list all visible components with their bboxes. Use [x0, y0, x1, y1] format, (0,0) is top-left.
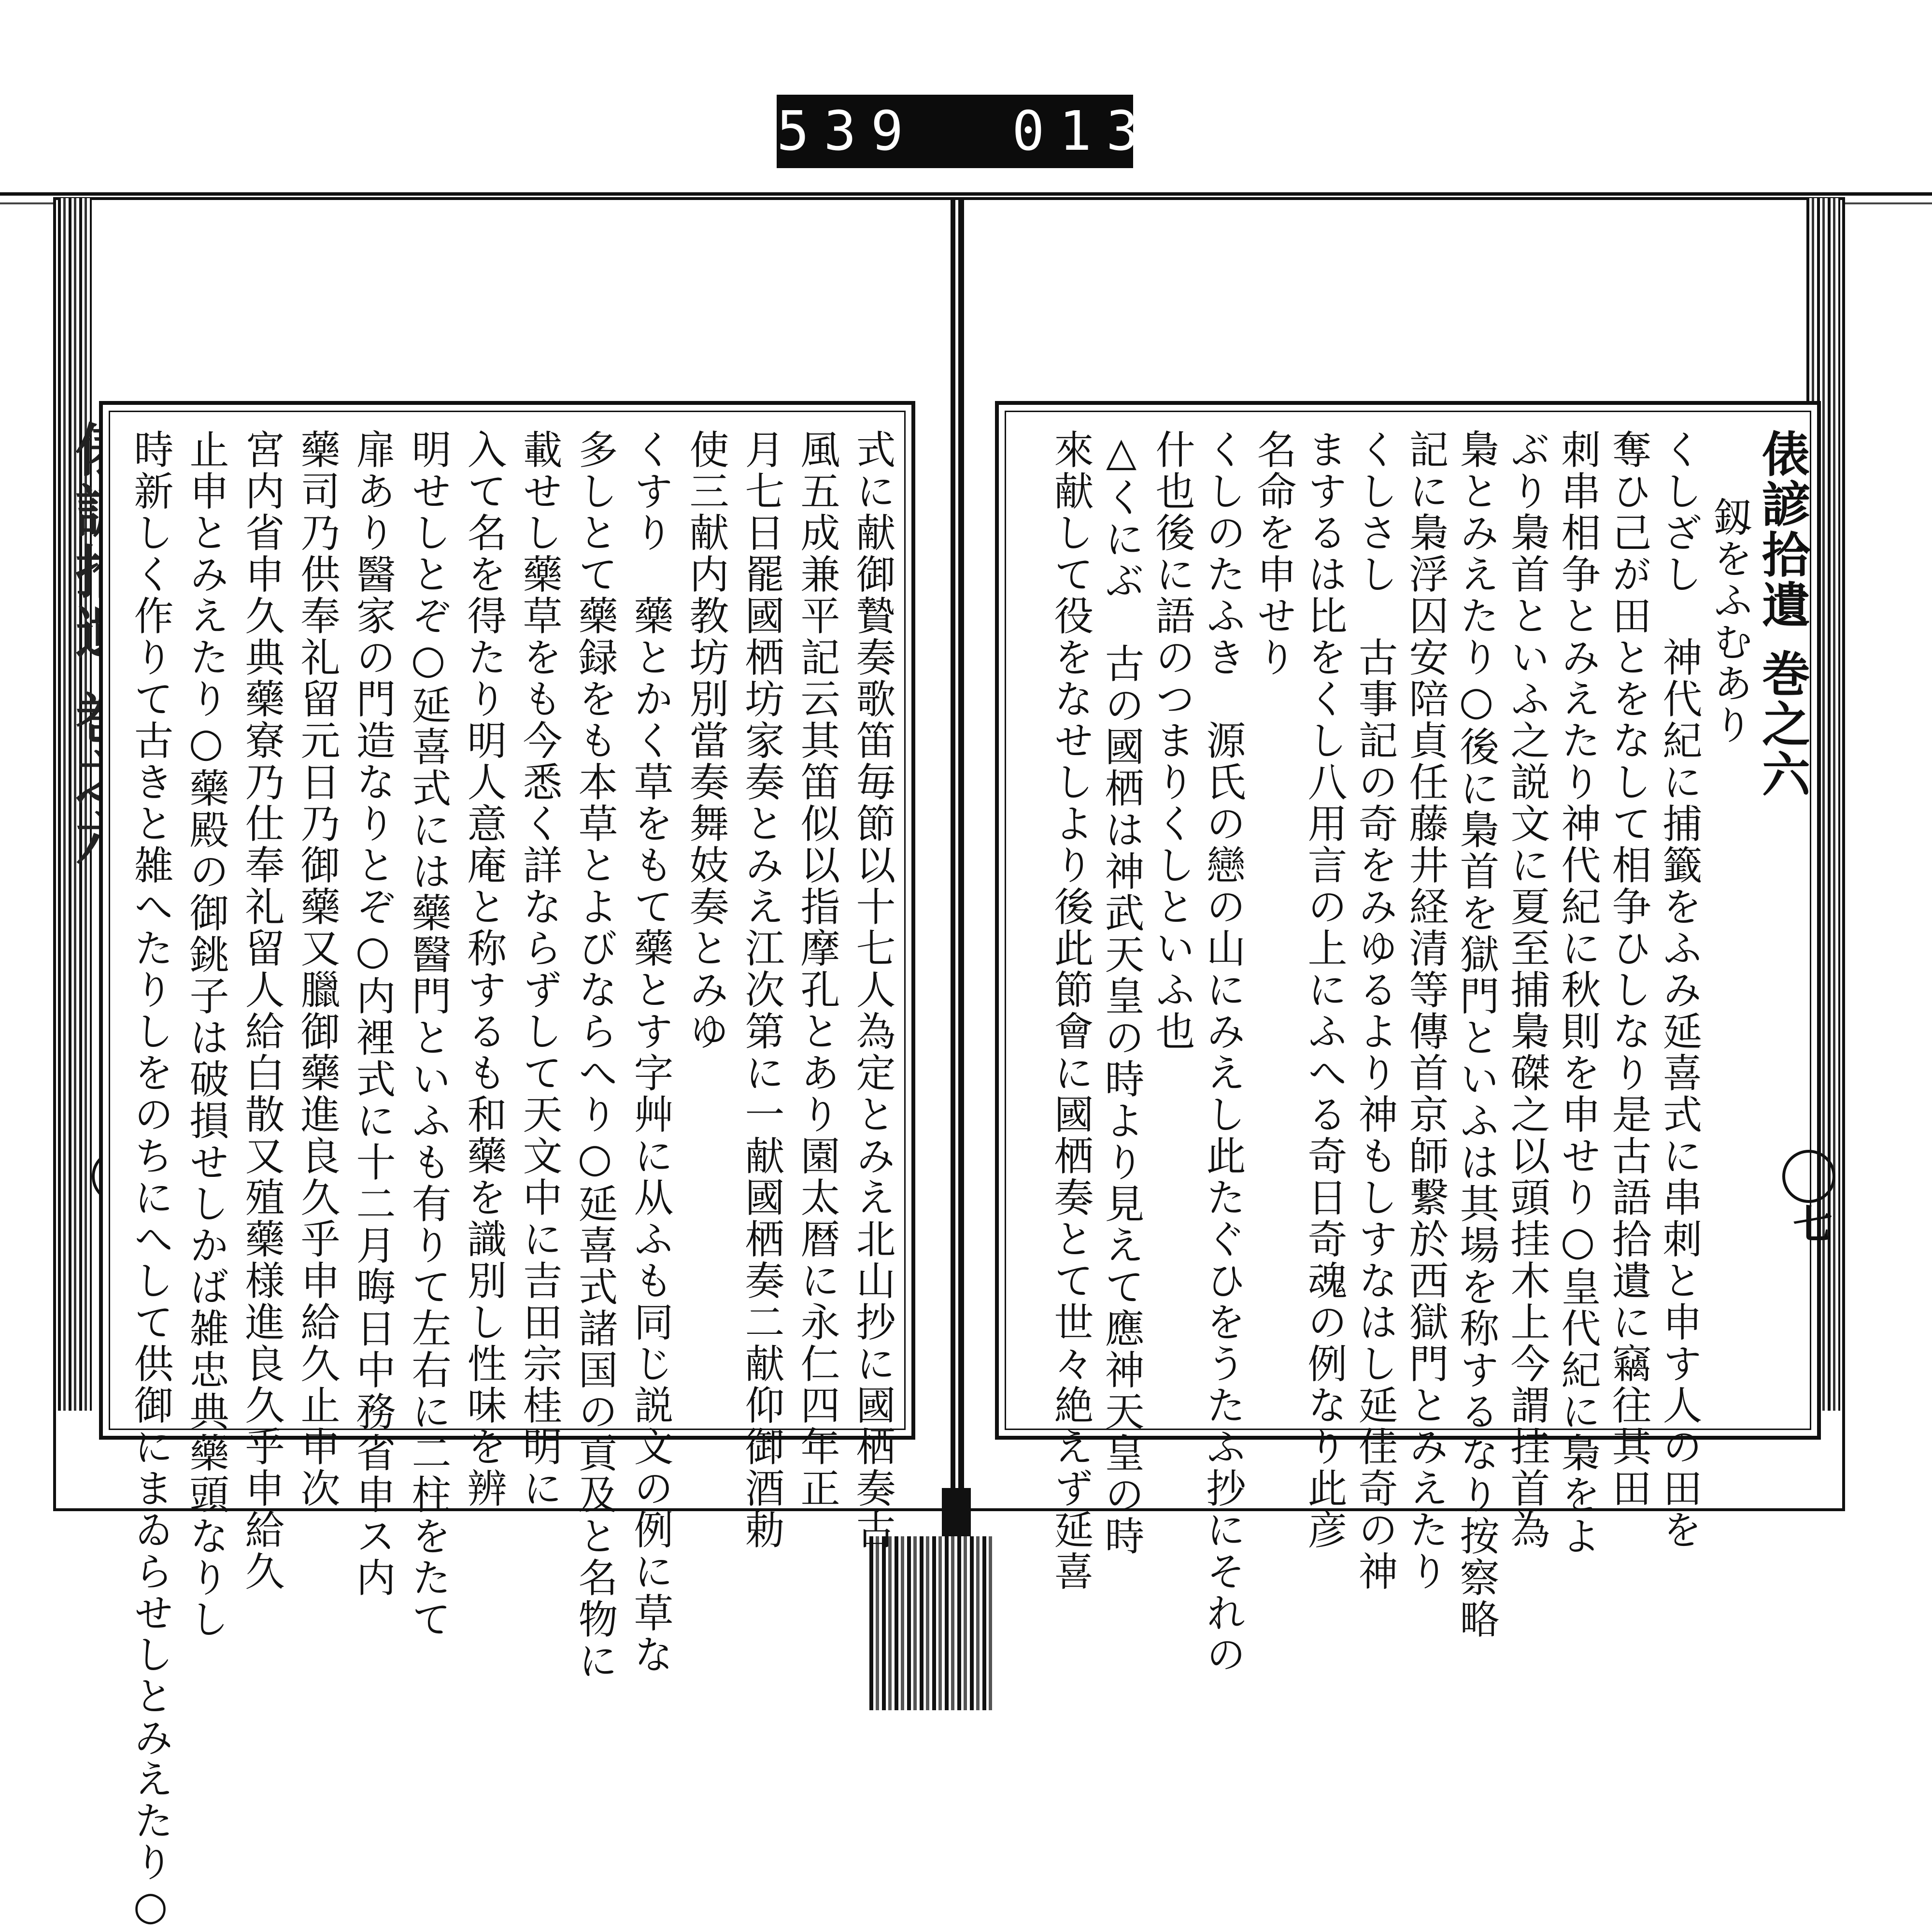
left-text-column: 明せしとぞ○延喜式には藥醫門といふも有りて左右に二柱をたて [405, 429, 451, 1640]
left-text-column: 式に献御贄奏歌笛毎節以十七人為定とみえ北山抄に國栖奏古 [850, 429, 895, 1551]
right-text-column: くしざし 神代紀に捕籤をふみ延喜式に串刺と申す人の田を [1656, 429, 1702, 1551]
microfilm-frame-number: 539 013. [777, 95, 1133, 168]
left-page-text-panel [99, 401, 915, 1931]
left-text-column: 使三献内教坊別當奏舞妓奏とみゆ [683, 429, 729, 1052]
left-text-column: 宮内省申久典藥寮乃仕奉礼留人給白散又殖藥様進良久乎申給久 [239, 429, 284, 1592]
left-text-column: 載せし藥草をも今悉く詳ならずして天文中に吉田宗桂明に [516, 429, 562, 1509]
right-text-column: まするは比をくし八用言の上にふへる奇日奇魂の例なり此彦 [1301, 429, 1347, 1551]
right-text-column: △くにぶ 古の國栖は神武天皇の時より見えて應神天皇の時 [1098, 429, 1144, 1557]
left-text-column: 風五成兼平記云其笛似以指摩孔とあり園太暦に永仁四年正 [794, 429, 840, 1509]
right-text-column: 來献して役をなせしより後此節會に國栖奏とて世々絶えず延喜 [1048, 429, 1094, 1592]
left-text-column: 時新しく作りて古きと雑へたりしをのちにへして供御にまゐらせしとみえたり○ [128, 429, 173, 1931]
right-text-column: 記に梟浮囚安陪貞任藤井経清等傳首京師繋於西獄門とみえたり [1403, 429, 1449, 1592]
left-text-column: 月七日罷國栖坊家奏とみえ江次第に一献國栖奏二献仰御酒勅 [739, 429, 784, 1551]
clip-base [869, 1536, 995, 1710]
left-text-column: 藥司乃供奉礼留元日乃御藥又臘御藥進良久乎申給久止申次 [294, 429, 340, 1509]
left-text-column: 扉あり醫家の門造なりとぞ○内裡式に十二月晦日中務省申ス内 [350, 429, 396, 1599]
right-text-column: くしさし 古事記の奇をみゆるより神もしすなはし延佳奇の神 [1352, 429, 1398, 1592]
right-text-column: 奪ひ己が田とをなして相争ひしなり是古語拾遺に竊往其田 [1605, 429, 1651, 1509]
left-text-column: くすり 藥とかく草をもて藥とす字艸に从ふも同じ説文の例に草な [627, 429, 673, 1675]
right-text-column: 刺串相争とみえたり神代紀に秋則を申せり○皇代紀に梟をよ [1555, 429, 1601, 1557]
right-page-folio: 七 [1793, 1202, 1833, 1248]
right-text-column: 什也後に語のつまりくしといふ也 [1149, 429, 1195, 1052]
left-text-column: 止申とみえたり○藥殿の御銚子は破損せしかば雑忠典藥頭なりし [183, 429, 229, 1640]
right-text-column: くしのたふき 源氏の戀の山にみえし此たぐひをうたふ抄にそれの [1200, 429, 1246, 1675]
right-text-column: 俵諺拾遺 巻之六 [1754, 429, 1811, 800]
left-text-column: 多しとて藥録をも本草とよびならへり○延喜式諸国の貢及と名物に [572, 429, 618, 1682]
right-text-column: ぶり梟首といふ之説文に夏至捕梟磔之以頭挂木上今謂挂首為 [1504, 429, 1550, 1551]
left-text-column: 入て名を得たり明人意庵と称するも和藥を識別し性味を辨 [461, 429, 507, 1509]
right-text-column: 名命を申せり [1250, 429, 1296, 678]
right-text-column: 釼をふむあり [1707, 497, 1753, 746]
book-gutter [951, 197, 955, 1502]
right-text-column: 梟とみえたり○後に梟首を獄門といふは其場を称するなり按察略 [1453, 429, 1499, 1640]
right-page-text-panel [995, 401, 1821, 1675]
